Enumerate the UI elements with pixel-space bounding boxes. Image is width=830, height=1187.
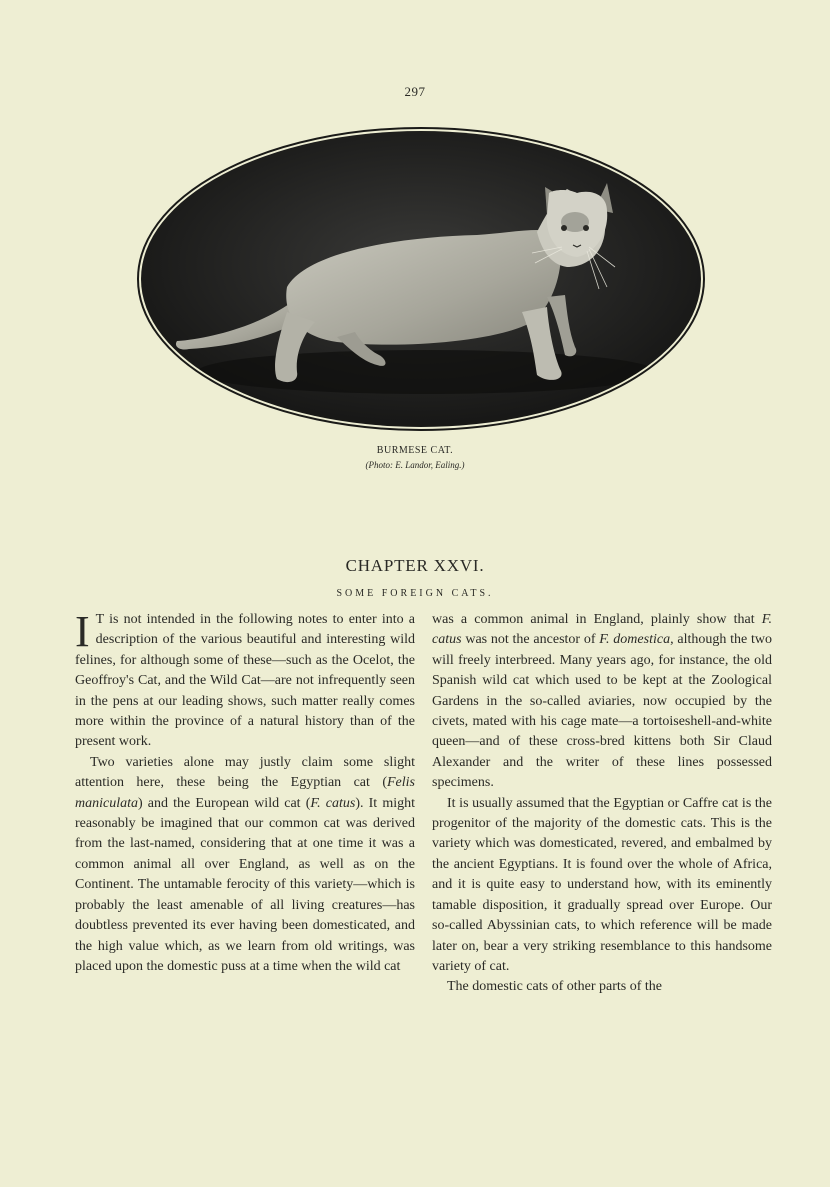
paragraph-text: was a common animal in England, plainly show that bbox=[432, 612, 762, 627]
paragraph: It is usually assumed that the Egyptian or Caffre cat is the progenitor of the majority of the domestic cats. This is the variety which was domesticated, revered, and embalmed by the ancient Egyptians. It is found over the whole of Africa, and it is quite easy to understand how, with its eminently tamable disposition, it gradually spread over Europe. Our so-called Abyssinian cats, to which reference will be made later on, bear a very striking resemblance to this handsome variety of cat. bbox=[432, 795, 772, 974]
paragraph bbox=[75, 753, 415, 977]
figure-caption-title: BURMESE CAT. bbox=[376, 445, 454, 456]
paragraph bbox=[432, 610, 772, 794]
latin-name: F. catus bbox=[310, 795, 356, 811]
left-column bbox=[75, 607, 415, 977]
right-column bbox=[432, 610, 772, 998]
figure-caption-credit: (Photo: E. Landor, Ealing.) bbox=[365, 460, 465, 470]
paragraph-text: was not the ancestor of bbox=[461, 632, 600, 648]
latin-name: Felis maniculata bbox=[75, 775, 415, 811]
paragraph-text: , although the two will freely interbreed. Many years ago, for instance, the old Spanish wild cat which used to be kept at the Zoological Gardens in the so-called aviaries, now occupied by the civets, mated with his cage mate—a tortoiseshell-and-white queen—and of these cross-bred kittens both Sir Claud Alexander and the writer of these lines possessed specimens. bbox=[432, 632, 772, 791]
paragraph-text: Two varieties alone may justly claim some slight attention here, these being the Egyptian cat ( bbox=[75, 754, 415, 791]
latin-name: F. catus bbox=[432, 612, 772, 648]
drop-cap: I bbox=[75, 607, 90, 656]
chapter-title: CHAPTER XXVI. bbox=[345, 556, 485, 575]
paragraph bbox=[75, 607, 415, 753]
paragraph-text: T is not intended in the following notes to enter into a description of the various beautiful and interesting wild felines, for although some of these—such as the Ocelot, the Geoffroy's Cat, and the Wild Cat—are not infrequently seen in the pens at our leading shows, such matter really comes more within the province of a natural history than of the present work. bbox=[75, 612, 415, 750]
paragraph: The domestic cats of other parts of the bbox=[447, 979, 662, 995]
chapter-subtitle: SOME FOREIGN CATS. bbox=[336, 588, 494, 599]
paragraph-text: ) and the European wild cat ( bbox=[138, 795, 311, 811]
page-number: 297 bbox=[404, 84, 426, 99]
burmese-cat-photo bbox=[137, 127, 705, 431]
latin-name: F. domestica bbox=[599, 632, 671, 648]
paragraph-text: ). It might reasonably be imagined that our common cat was derived from the last-named, considering that at one time it was a common animal all over England, as well as on the Continent. The untamable ferocity of this variety—which is probably the least amenable of all living creatures—has doubtless prevented its ever having been domesticated, and the high value which, as we learn from old writings, was placed upon the domestic puss at a time when the wild cat bbox=[75, 795, 415, 974]
